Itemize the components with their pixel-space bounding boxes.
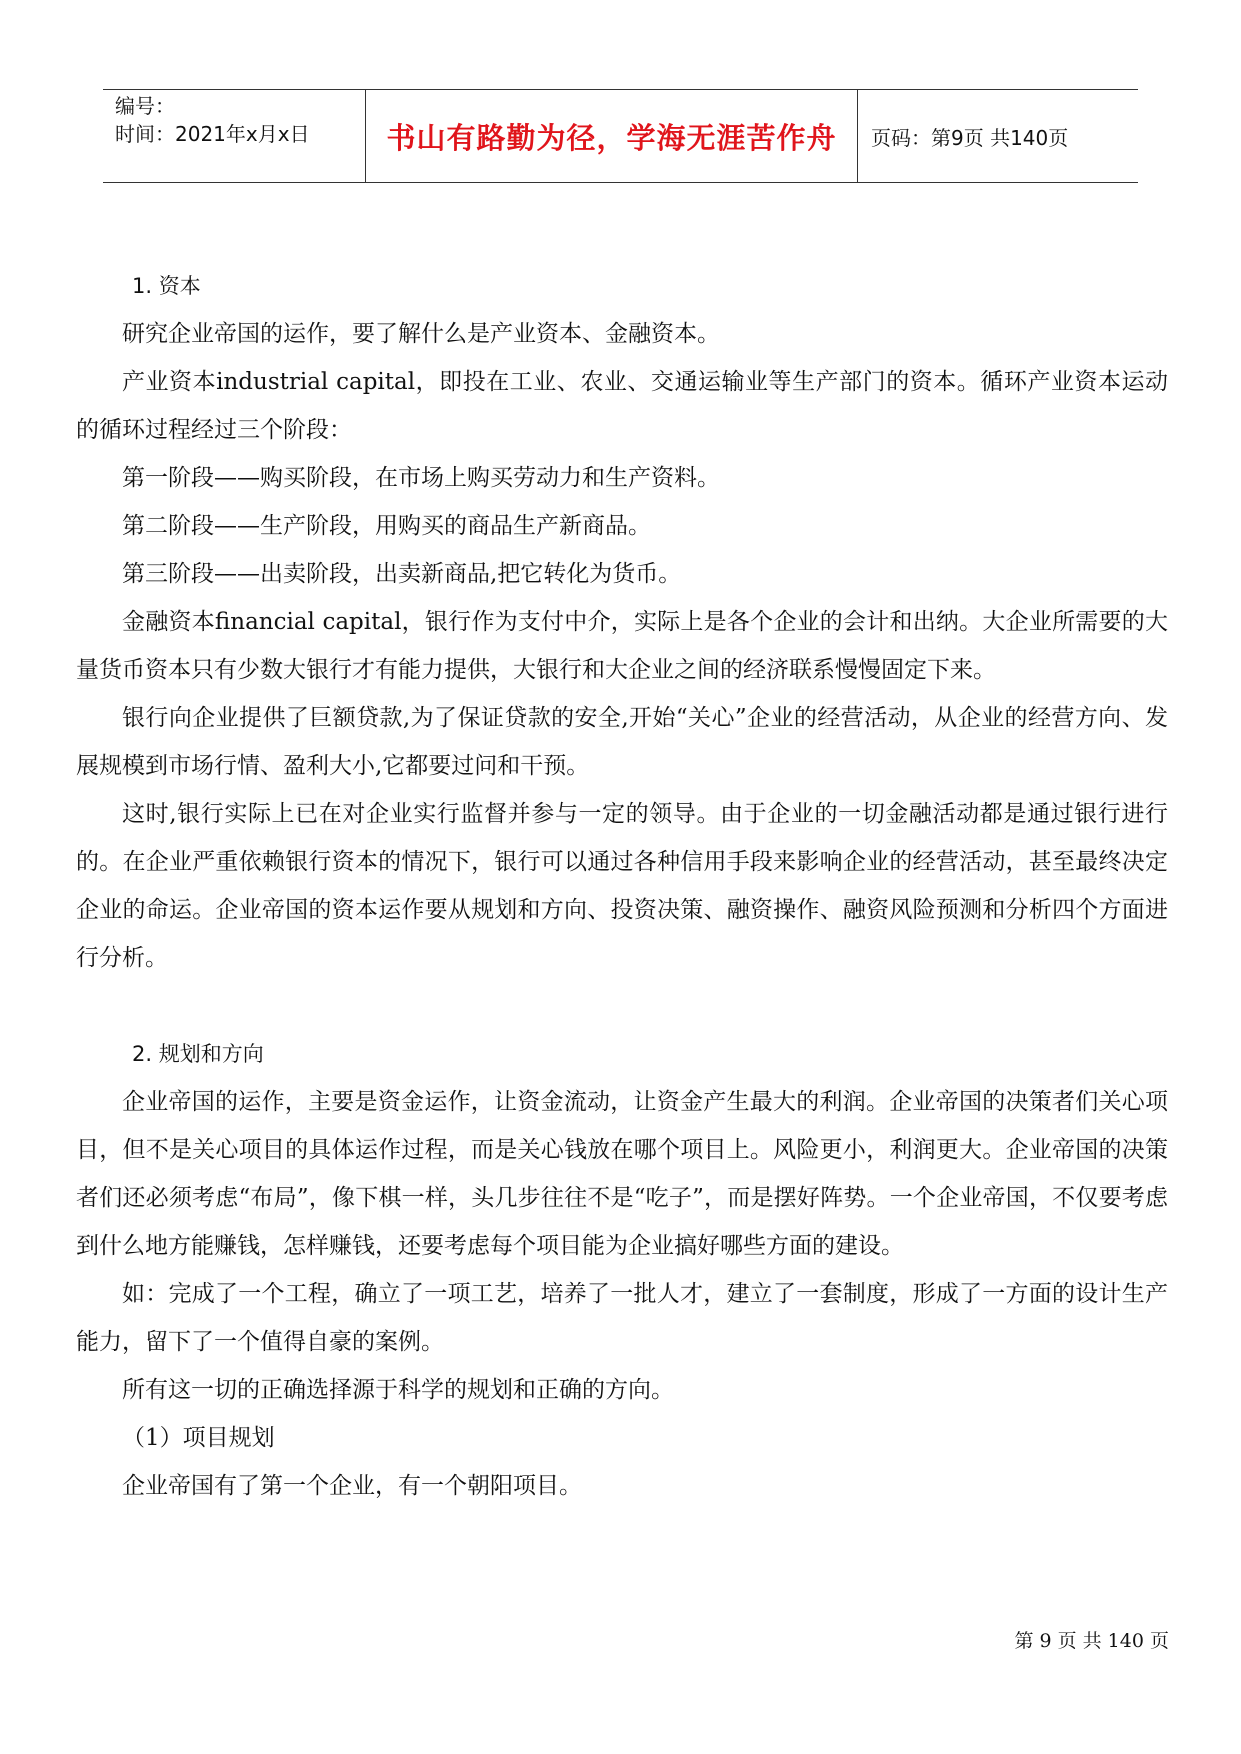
paragraph: 银行向企业提供了巨额贷款,为了保证贷款的安全,开始“关心”企业的经营活动，从企业的经营方向、发展规模到市场行情、盈利大小,它都要过问和干预。 (76, 705, 1168, 779)
header-page-cell (858, 90, 1138, 182)
section-spacer (76, 982, 1168, 1030)
paragraph: 所有这一切的正确选择源于科学的规划和正确的方向。 (122, 1377, 674, 1403)
paragraph: （1）项目规划 (122, 1425, 275, 1451)
paragraph: 企业帝国有了第一个企业，有一个朝阳项目。 (122, 1473, 582, 1499)
time-label: 时间：2021年x月x日 (115, 122, 310, 146)
header-motto-cell (366, 90, 858, 182)
paragraph: 企业帝国的运作，主要是资金运作，让资金流动，让资金产生最大的利润。企业帝国的决策者们关心项目，但不是关心项目的具体运作过程，而是关心钱放在哪个项目上。风险更小，利润更大。企业帝国的决策者们还必须考虑“布局”，像下棋一样，头几步往往不是“吃子”，而是摆好阵势。一个企业帝国，不仅要考虑到什么地方能赚钱，怎样赚钱，还要考虑每个项目能为企业搞好哪些方面的建设。 (76, 1089, 1168, 1259)
paragraph: 第二阶段——生产阶段，用购买的商品生产新商品。 (122, 513, 651, 539)
section-heading-capital: 1. 资本 (132, 274, 201, 298)
paragraph: 产业资本industrial capital，即投在工业、农业、交通运输业等生产部门的资本。循环产业资本运动的循环过程经过三个阶段： (76, 369, 1168, 443)
paragraph: 第三阶段——出卖阶段，出卖新商品,把它转化为货币。 (122, 561, 682, 587)
page-info: 页码：第9页 共140页 (871, 125, 1069, 150)
header-meta-cell (103, 90, 366, 182)
paragraph: 如：完成了一个工程，确立了一项工艺，培养了一批人才，建立了一套制度，形成了一方面的设计生产能力，留下了一个值得自豪的案例。 (76, 1281, 1168, 1355)
paragraph: 这时,银行实际上已在对企业实行监督并参与一定的领导。由于企业的一切金融活动都是通过银行进行的。在企业严重依赖银行资本的情况下，银行可以通过各种信用手段来影响企业的经营活动，甚至最终决定企业的命运。企业帝国的资本运作要从规划和方向、投资决策、融资操作、融资风险预测和分析四个方面进行分析。 (76, 801, 1168, 971)
paragraph: 第一阶段——购买阶段，在市场上购买劳动力和生产资料。 (122, 465, 720, 491)
header-table (103, 89, 1138, 183)
paragraph: 金融资本financial capital，银行作为支付中介，实际上是各个企业的会计和出纳。大企业所需要的大量货币资本只有少数大银行才有能力提供，大银行和大企业之间的经济联系慢慢固定下来。 (76, 609, 1168, 683)
footer-page-number: 第 9 页 共 140 页 (1014, 1630, 1169, 1652)
section-heading-planning: 2. 规划和方向 (132, 1042, 264, 1066)
page-footer (1014, 1626, 1169, 1653)
motto-text: 书山有路勤为径，学海无涯苦作舟 (386, 120, 837, 155)
document-body (76, 262, 1168, 1510)
paragraph: 研究企业帝国的运作，要了解什么是产业资本、金融资本。 (122, 321, 720, 347)
number-label: 编号： (115, 94, 175, 118)
